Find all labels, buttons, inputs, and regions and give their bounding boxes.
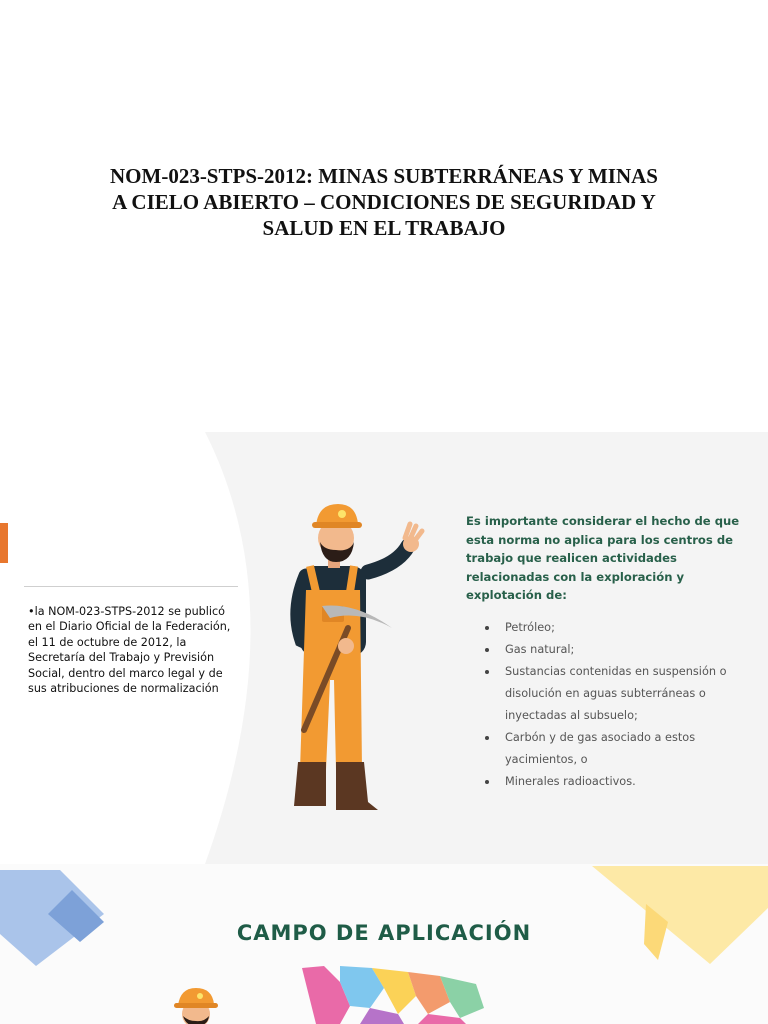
list-item: Minerales radioactivos. — [466, 771, 762, 793]
list-item: Sustancias contenidas en suspensión o disolución en aguas subterráneas o inyectadas al subsuelo; — [466, 661, 762, 727]
publication-text: •la NOM-023-STPS-2012 se publicó en el Diario Oficial de la Federación, el 11 de octubre de 2012, la Secretaría del Trabajo y Previsión Social, dentro del marco legal y de sus atribuciones de normalización — [28, 605, 231, 696]
scope-title: CAMPO DE APLICACIÓN — [236, 921, 532, 945]
miner-with-pickaxe-illustration — [276, 500, 436, 820]
bullet-icon — [485, 626, 489, 630]
bullet-icon — [485, 780, 489, 784]
exclusions-heading: Es importante considerar el hecho de que esta norma no aplica para los centros de trabajo que realicen actividades relacionadas con la exploración y explotación de: — [466, 514, 740, 602]
divider-line — [24, 586, 238, 587]
title-slide — [0, 0, 768, 432]
slide-title: NOM-023-STPS-2012: MINAS SUBTERRÁNEAS Y MINAS A CIELO ABIERTO – CONDICIONES DE SEGURIDAD Y SALUD EN EL TRABAJO — [110, 164, 658, 240]
miner-head-illustration — [168, 986, 224, 1024]
scope-slide — [0, 864, 768, 1024]
orange-accent-bar — [0, 523, 8, 563]
list-item: Petróleo; — [466, 617, 762, 639]
mexico-map-illustration — [300, 962, 500, 1024]
bullet-icon — [485, 648, 489, 652]
list-item: Gas natural; — [466, 639, 762, 661]
bullet-icon — [485, 670, 489, 674]
list-item: Carbón y de gas asociado a estos yacimientos, o — [466, 727, 762, 771]
info-slide — [0, 432, 768, 864]
bullet-icon — [485, 736, 489, 740]
exclusions-box — [466, 512, 762, 793]
exclusions-list — [466, 617, 762, 793]
blue-diamond-decoration — [0, 864, 130, 974]
yellow-diamond-decoration — [588, 864, 768, 974]
